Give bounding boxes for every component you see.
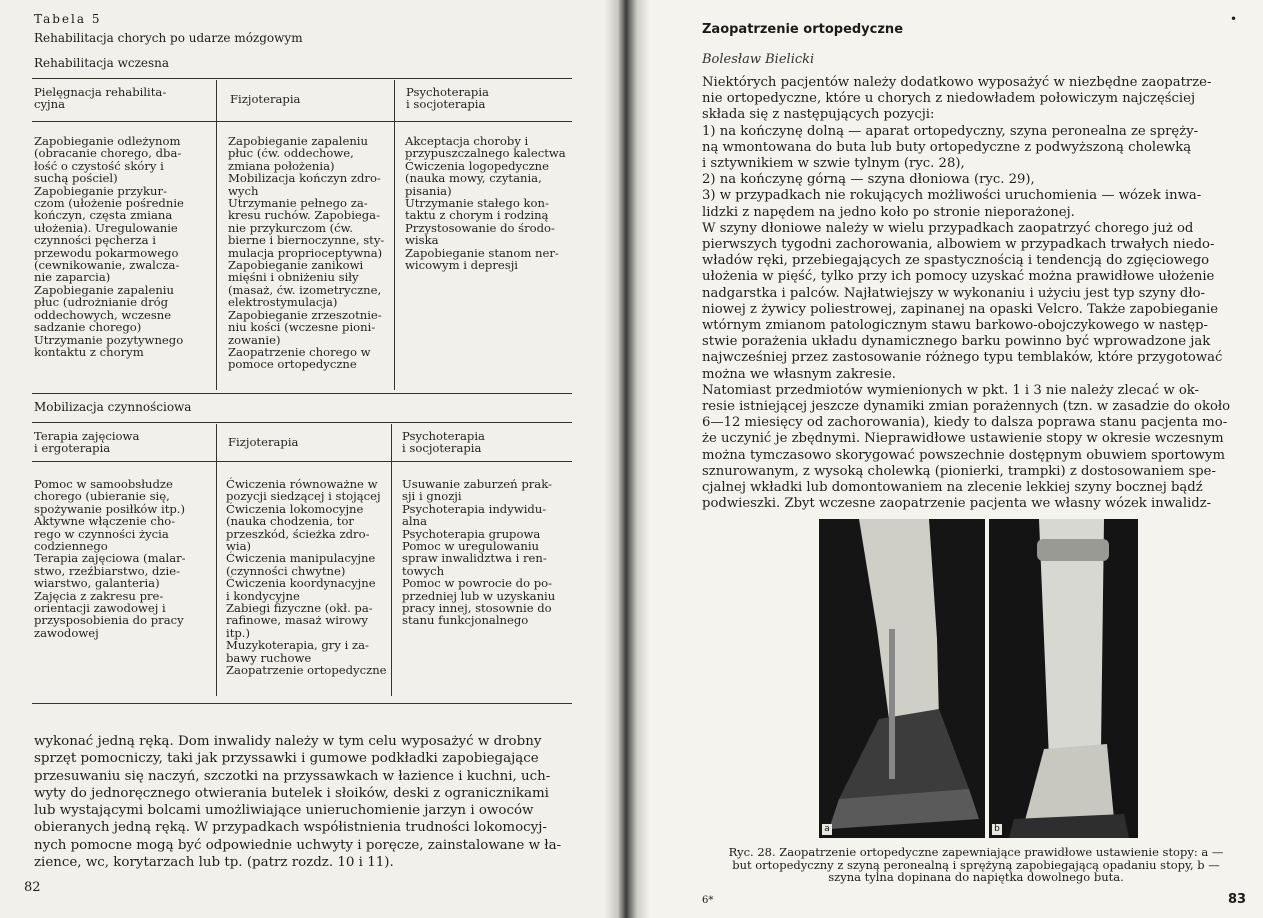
right-body-text: Niektórych pacjentów należy dodatkowo wyposażyć w niezbędne zaopatrze- nie ortopedyczne, które u chorych z niedowładem połowiczym najczęściej składa się z następujących pozycji: 1) na kończynę dolną — aparat ortopedyczny, szyna peronealna ze spręży- ną wmontowana do buta lub buty ortopedyczne z podwyższoną cholewką i sztywnikiem w szwie tylnym (ryc. 28), 2) na kończynę górną — szyna dłoniowa (ryc. 29), 3) w przypadkach nie rokujących możliwości uruchomienia — wózek inwa- lidzki z napędem na jedno koło po stronie nieporażonej. W szyny dłoniowe należy w wielu przypadkach zaopatrzyć chorego już od pierwszych tygodni zachorowania, albowiem w przypadkach trwałych niedo- władów ręki, przebiegających ze spastycznością i tendencją do zgięciowego ułożenia w pięść, tylko przy ich pomocy uzyskać można prawidłowe ułożenie nadgarstka i palców. Najłatwiejszy w wykonaniu i użyciu jest typ szyny dło- niowej z żywicy poliestrowej, zapinanej na opaski Velcro. Także zapobieganie wtórnym zmianom patologicznym stawu barkowo-obojczykowego w następ- stwie porażenia układu dynamicznego barku powinno być wprowadzone jak najwcześniej przez zastosowanie różnego typu temblaków, które przygotować można we własnym zakresie. Natomiast przedmiotów wymienionych w pkt. 1 i 3 nie należy zlecać w ok- resie istniejącej jeszcze dynamiki zmian porażennych (tzn. w zasadzie do około 6—12 miesięcy od zachorowania), kiedy to dalsza poprawa stanu pacjenta mo- że uczynić je zbędnymi. Nieprawidłowe ustawienie stopy w okresie wczesnym można tymczasowo skorygować powszechnie dostępnym obuwiem sportowym sznurowanym, z wysoką cholewką (pionierki, trampki) z dostosowaniem spe- cjalnej wkładki lub domontowaniem na zlecenie lekkiej szyny bocznej bądź podwieszki. Zbyt wczesne zaopatrzenie pacjenta we własny wózek inwalidz- <box>702 75 1231 512</box>
section1-title: Rehabilitacja wczesna <box>34 56 170 70</box>
section2-title: Mobilizacja czynnościowa <box>34 400 192 414</box>
column-divider <box>394 80 395 390</box>
table-rule <box>32 422 572 423</box>
section1-header-col2: Fizjoterapia <box>230 92 301 106</box>
orthopedic-shoe-photo-a <box>819 519 985 838</box>
table-rule <box>32 121 572 122</box>
section2-header-col3: Psychoterapia i socjoterapia <box>402 429 485 456</box>
photo-label-b: b <box>992 824 1002 835</box>
section2-cell-col2: Ćwiczenia równoważne w pozycji siedzącej i stojącej Ćwiczenia lokomocyjne (nauka chodzenia, tor przeszkód, ścieżka zdro- wia) Ćwiczenia manipulacyjne (czynności chwytne) Ćwiczenia koordynacyjne i kondycyjne Zabiegi fizyczne (okł. pa- rafinowe, masaż wirowy itp.) Muzykoterapia, gry i za- bawy ruchowe Zaopatrzenie ortopedyczne <box>226 477 387 678</box>
table-rule <box>32 393 572 394</box>
section2-cell-col3: Usuwanie zaburzeń prak- sji i gnozji Psychoterapia indywidu- alna Psychoterapia grupowa Pomoc w uregulowaniu spraw inwalidztwa i ren- towych Pomoc w powrocie do po- przedniej lub w uzyskaniu pracy innej, stosownie do stanu funkcjonalnego <box>402 477 556 628</box>
corner-mark: • <box>1230 12 1238 26</box>
page-number-left: 82 <box>24 880 41 895</box>
section1-cell-col1: Zapobieganie odleżynom (obracanie chorego, dba- łość o czystość skóry i suchą pościel) Zapobieganie przykur- czom (ułożenie pośrednie kończyn, częsta zmiana ułożenia). Uregulowanie czynności pęcherza i przewodu pokarmowego (cewnikowanie, zwalcza- nie zaparcia) Zapobieganie zapaleniu płuc (udrożnianie dróg oddechowych, wczesne sadzanie chorego) Utrzymanie pozytywnego kontaktu z chorym <box>34 134 184 359</box>
column-divider <box>216 80 217 390</box>
photo-label-a: a <box>822 824 832 835</box>
table-title: Rehabilitacja chorych po udarze mózgowym <box>34 31 303 45</box>
photo-a <box>819 519 985 838</box>
signature-mark: 6* <box>702 895 714 906</box>
section1-header-col3: Psychoterapia i socjoterapia <box>406 85 489 112</box>
section-heading: Zaopatrzenie ortopedyczne <box>702 22 904 37</box>
left-page <box>0 0 620 918</box>
section2-header-col1: Terapia zajęciowa i ergoterapia <box>34 429 140 456</box>
table-rule <box>32 703 572 704</box>
photo-b <box>989 519 1138 838</box>
table-rule <box>32 461 572 462</box>
posterior-splint-photo-b <box>989 519 1138 838</box>
column-divider <box>391 424 392 696</box>
section2-header-col2: Fizjoterapia <box>228 435 299 449</box>
book-gutter <box>604 0 650 918</box>
section1-header-col1: Pielęgnacja rehabilita- cyjna <box>34 85 167 112</box>
table-label: Tabela 5 <box>34 12 102 26</box>
table-rule <box>32 78 572 79</box>
right-page <box>640 0 1263 918</box>
section1-cell-col2: Zapobieganie zapaleniu płuc (ćw. oddechowe, zmiana położenia) Mobilizacja kończyn zdro- wych Utrzymanie pełnego za- kresu ruchów. Zapobiega- nie przykurczom (ćw. bierne i biernoczynne, sty- mulacja proprioceptywna) Zapobieganie zanikowi mięśni i obniżeniu siły (masaż, ćw. izometryczne, elektrostymulacja) Zapobieganie zrzeszotnie- niu kości (wczesne pioni- zowanie) Zaopatrzenie chorego w pomoce ortopedyczne <box>228 134 385 372</box>
page-number-right: 83 <box>1228 892 1247 907</box>
section1-cell-col3: Akceptacja choroby i przypuszczalnego kalectwa Ćwiczenia logopedyczne (nauka mowy, czytania, pisania) Utrzymanie stałego kon- taktu z chorym i rodziną Przystosowanie do środo- wiska Zapobieganie stanom ner- wicowym i depresji <box>405 134 566 273</box>
column-divider <box>216 424 217 696</box>
left-body-text: wykonać jedną ręką. Dom inwalidy należy w tym celu wyposażyć w drobny sprzęt pomocniczy, taki jak przyssawki i gumowe podkładki zapobiegające przesuwaniu się naczyń, szczotki na przyssawkach w łazience i kuchni, uch- wyty do jednoręcznego otwierania butelek i słoików, deski z ogranicznikami lub wystającymi bolcami umożliwiające unieruchomienie jarzyn i owoców obieranych jedną ręką. W przypadkach współistnienia trudności lokomocyj- nych pomocne mogą być odpowiednie uchwyty i poręcze, zainstalowane w ła- zience, wc, korytarzach lub tp. (patrz rozdz. 10 i 11). <box>34 734 562 871</box>
section2-cell-col1: Pomoc w samoobsłudze chorego (ubieranie się, spożywanie posiłków itp.) Aktywne włączenie cho- rego w czynności życia codziennego Terapia zajęciowa (malar- stwo, rzeźbiarstwo, dzie- wiarstwo, galanteria) Zajęcia z zakresu pre- orientacji zawodowej i przysposobienia do pracy zawodowej <box>34 477 186 640</box>
author-name: Bolesław Bielicki <box>702 52 815 67</box>
figure-caption: Ryc. 28. Zaopatrzenie ortopedyczne zapewniające prawidłowe ustawienie stopy: a — but ortopedyczny z szyną peronealną i sprężyną zapobiegającą opadaniu stopy, b — szyna tylna dopinana do napiętka dowolnego buta. <box>728 845 1224 885</box>
